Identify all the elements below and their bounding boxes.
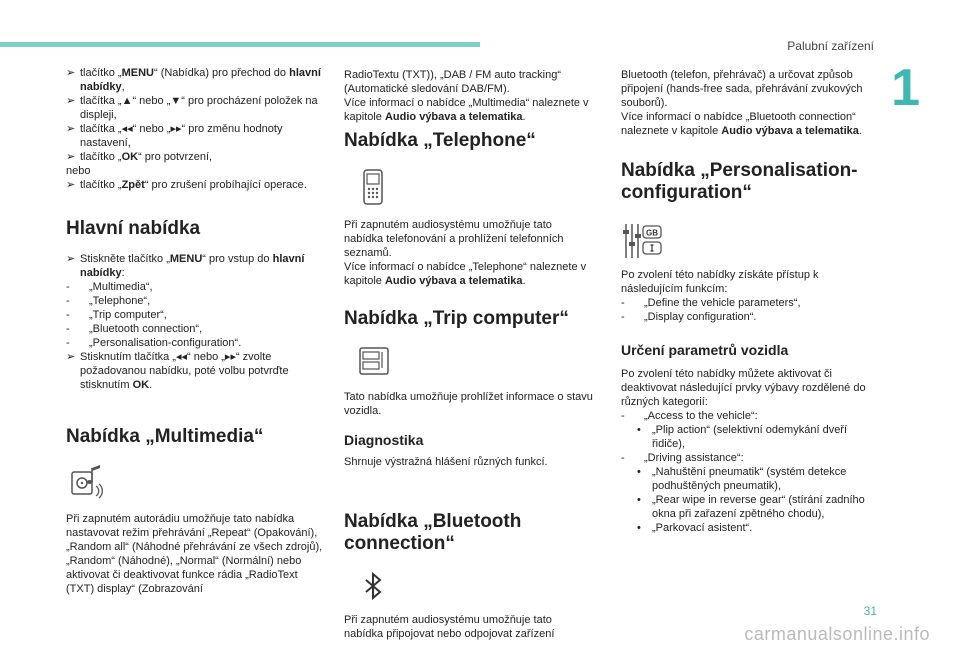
trip-computer-description: Tato nabídka umožňuje prohlížet informace o stavu vozidla. xyxy=(344,391,593,417)
settings-sliders-icon xyxy=(621,220,665,260)
list-item: ➢ Stisknutím tlačítka „◂◂“ nebo „▸▸“ zvolte požadovanou nabídku, poté volbu potvrďte stisknutím OK. xyxy=(66,351,289,391)
menu-list-item: - „Trip computer“, xyxy=(66,309,167,321)
column-1 xyxy=(66,66,324,596)
multimedia-continued: RadioTextu (TXT)), „DAB / FM auto tracking“ (Automatické sledování DAB/FM). xyxy=(344,69,561,95)
multimedia-heading: Nabídka „Multimedia“ xyxy=(66,426,264,447)
arrow-bullet-icon: ➢ xyxy=(66,179,76,191)
column-3 xyxy=(621,68,883,535)
list-item: ➢ Stiskněte tlačítko „MENU“ pro vstup do hlavní nabídky: xyxy=(66,253,305,279)
sub-list-item: • „Rear wipe in reverse gear“ (stírání zadního okna při zařazení zpětného chodu), xyxy=(637,494,865,520)
language-gb-label: GB xyxy=(646,228,658,238)
arrow-bullet-icon: ➢ xyxy=(66,67,76,79)
list-item: ➢ tlačítko „OK“ pro potvrzení, xyxy=(66,151,213,163)
menu-list-item: - „Multimedia“, xyxy=(66,281,153,293)
arrow-bullet-icon: ➢ xyxy=(66,151,76,163)
sub-list-item: • „Nahuštění pneumatik“ (systém detekce podhuštěných pneumatik), xyxy=(637,466,847,492)
telephone-heading: Nabídka „Telephone“ xyxy=(344,130,536,151)
list-item: - „Access to the vehicle“: xyxy=(621,410,758,422)
list-item: - „Define the vehicle parameters“, xyxy=(621,297,801,309)
bluetooth-continued: Bluetooth (telefon, přehrávač) a určovat způsob připojení (hands-free sada, přehrávání zvukových souborů). xyxy=(621,69,863,109)
bluetooth-reference: Více informací o nabídce „Bluetooth connection“ naleznete v kapitole Audio výbava a telematika. xyxy=(621,111,862,137)
list-item: ➢ tlačítko „Zpět“ pro zrušení probíhající operace. xyxy=(66,179,307,191)
list-item: ➢ tlačítka „◂◂“ nebo „▸▸“ pro změnu hodnoty nastavení, xyxy=(66,123,283,149)
list-item: - „Driving assistance“: xyxy=(621,452,744,464)
multimedia-description: Při zapnutém autorádiu umožňuje tato nabídka nastavovat režim přehrávání „Repeat“ (Opakování), „Random all“ (Náhodné přehrávání ze všech zdrojů), „Random“ (Náhodné), „Normal“ (Normální) nebo aktivovat či deaktivovat funkce rádia „RadioText (TXT) display“ (Zobrazování xyxy=(66,513,323,595)
diagnostics-description: Shrnuje výstražná hlášení různých funkcí. xyxy=(344,456,548,468)
arrow-bullet-icon: ➢ xyxy=(66,95,76,107)
phone-icon xyxy=(356,166,396,208)
list-item: - „Display configuration“. xyxy=(621,311,757,323)
bluetooth-description: Při zapnutém audiosystému umožňuje tato nabídka připojovat nebo odpojovat zařízení xyxy=(344,614,555,640)
sub-list-item: • „Parkovací asistent“. xyxy=(637,522,753,534)
arrow-bullet-icon: ➢ xyxy=(66,123,76,135)
trip-computer-heading: Nabídka „Trip computer“ xyxy=(344,308,569,329)
watermark: carmanualsonline.info xyxy=(744,624,930,644)
menu-list-item: - „Personalisation-configuration“. xyxy=(66,337,242,349)
chapter-tab-number: 1 xyxy=(891,59,920,117)
trip-computer-icon xyxy=(354,344,398,380)
section-header: Palubní zařízení xyxy=(787,39,874,53)
telephone-description: Při zapnutém audiosystému umožňuje tato nabídka telefonování a prohlížení telefonních seznamů. xyxy=(344,219,564,259)
vehicle-params-intro: Po zvolení této nabídky můžete aktivovat či deaktivovat následující prvky výbavy rozdělené do různých kategorií: xyxy=(621,368,866,408)
list-item: ➢ tlačítko „MENU“ (Nabídka) pro přechod do hlavní nabídky, xyxy=(66,67,321,93)
sub-list-item: • „Plip action“ (selektivní odemykání dveří řidiče), xyxy=(637,424,848,450)
nebo-text: nebo xyxy=(66,165,91,177)
multimedia-icon xyxy=(66,462,106,500)
diagnostics-heading: Diagnostika xyxy=(344,432,424,448)
vehicle-params-heading: Určení parametrů vozidla xyxy=(621,342,789,358)
page-number: 31 xyxy=(863,604,877,618)
multimedia-reference: Více informací o nabídce „Multimedia“ naleznete v kapitole Audio výbava a telematika. xyxy=(344,97,589,123)
menu-list-item: - „Telephone“, xyxy=(66,295,151,307)
menu-list-item: - „Bluetooth connection“, xyxy=(66,323,203,335)
personalisation-heading: Nabídka „Personalisation-configuration“ xyxy=(621,160,858,203)
bluetooth-heading: Nabídka „Bluetooth connection“ xyxy=(344,511,522,554)
bluetooth-icon xyxy=(358,571,388,601)
main-menu-heading: Hlavní nabídka xyxy=(66,218,201,239)
telephone-reference: Více informací o nabídce „Telephone“ naleznete v kapitole Audio výbava a telematika. xyxy=(344,261,587,287)
header-accent-bar xyxy=(0,42,480,47)
column-2 xyxy=(344,68,594,641)
list-item: ➢ tlačítka „▲“ nebo „▼“ pro procházení položek na displeji, xyxy=(66,95,318,121)
arrow-bullet-icon: ➢ xyxy=(66,253,76,265)
personalisation-intro: Po zvolení této nabídky získáte přístup k následujícím funkcím: xyxy=(621,269,819,295)
arrow-bullet-icon: ➢ xyxy=(66,351,76,363)
